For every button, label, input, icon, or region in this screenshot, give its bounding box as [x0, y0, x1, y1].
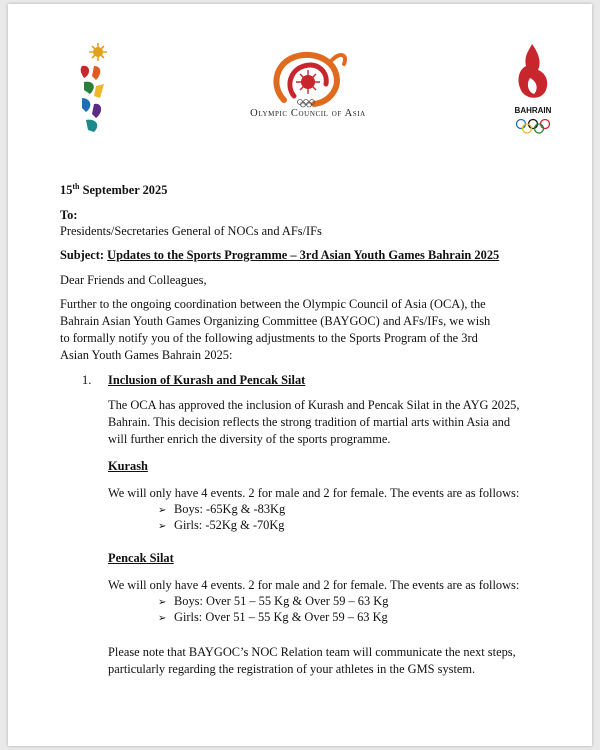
closing-line: Please note that BAYGOC’s NOC Relation team will communicate the next steps, — [108, 645, 516, 659]
arrow-bullet-icon: ➢ — [158, 505, 167, 516]
intro-line: Asian Youth Games Bahrain 2025: — [60, 348, 233, 362]
recipients: Presidents/Secretaries General of NOCs and AFs/IFs — [60, 224, 322, 238]
list-item: ➢ Boys: -65Kg & -83Kg — [158, 501, 285, 519]
arrow-bullet-icon: ➢ — [158, 521, 167, 532]
list-item: ➢ Girls: -52Kg & -70Kg — [158, 517, 284, 535]
bahrain-noc-logo-icon — [508, 42, 558, 134]
closing-line: particularly regarding the registration of your athletes in the GMS system. — [108, 662, 476, 676]
letter-page — [8, 4, 592, 746]
subject-text: Updates to the Sports Programme – 3rd Asian Youth Games Bahrain 2025 — [107, 248, 500, 262]
to-label: To: — [60, 208, 78, 222]
pencak-silat-title: Pencak Silat — [108, 551, 174, 565]
bahrain-label: BAHRAIN — [514, 106, 552, 115]
asian-youth-games-logo-icon — [76, 42, 116, 134]
list-item: ➢ Boys: Over 51 – 55 Kg & Over 59 – 63 Kg — [158, 593, 388, 611]
letter-date: 15th September 2025 — [60, 182, 168, 198]
arrow-bullet-icon: ➢ — [158, 597, 167, 608]
section-line: The OCA has approved the inclusion of Kurash and Pencak Silat in the AYG 2025, — [108, 398, 520, 412]
section-title: Inclusion of Kurash and Pencak Silat — [108, 373, 306, 387]
arrow-bullet-icon: ➢ — [158, 613, 167, 624]
subject-line: Subject: Updates to the Sports Programme – 3rd Asian Youth Games Bahrain 2025 — [60, 248, 500, 262]
pencak-silat-intro: We will only have 4 events. 2 for male and 2 for female. The events are as follows: — [108, 578, 520, 592]
greeting: Dear Friends and Colleagues, — [60, 273, 207, 287]
section-number: 1. — [82, 373, 92, 387]
section-line: Bahrain. This decision reflects the strong tradition of martial arts within Asia and — [108, 415, 511, 429]
list-item: ➢ Girls: Over 51 – 55 Kg & Over 59 – 63 Kg — [158, 609, 388, 627]
kurash-title: Kurash — [108, 459, 148, 473]
section-line: will further enrich the diversity of the sports programme. — [108, 432, 391, 446]
intro-line: Further to the ongoing coordination between the Olympic Council of Asia (OCA), the — [60, 297, 486, 311]
kurash-intro: We will only have 4 events. 2 for male and 2 for female. The events are as follows: — [108, 486, 520, 500]
intro-line: to formally notify you of the following adjustments to the Sports Program of the 3rd — [60, 331, 478, 345]
intro-line: Bahrain Asian Youth Games Organizing Committee (BAYGOC) and AFs/IFs, we wish — [60, 314, 491, 328]
oca-name: Olympic Council of Asia — [250, 108, 366, 119]
